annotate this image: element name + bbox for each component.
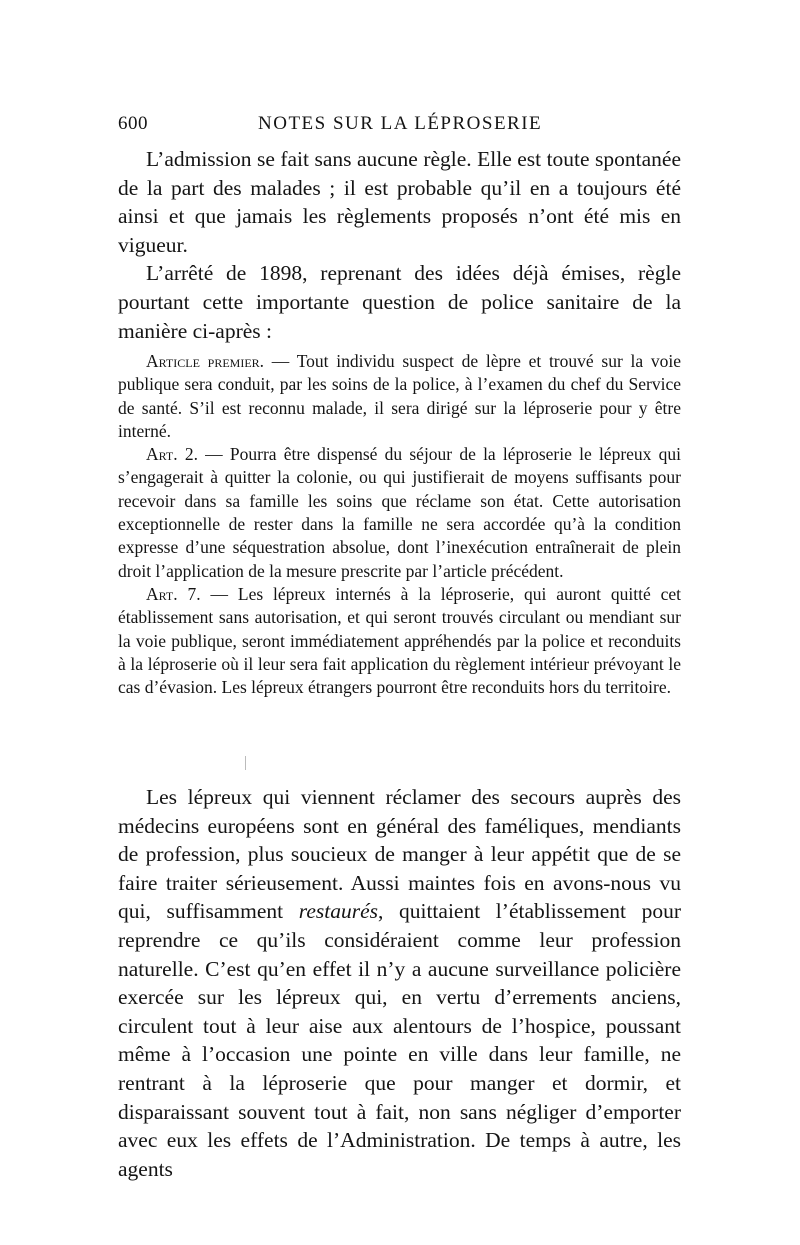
page-header [118, 113, 681, 139]
article-label: Article premier. [146, 351, 265, 371]
paragraph-lepreux [118, 783, 681, 1183]
section-divider [245, 756, 246, 770]
closing-text-part1: Les lépreux qui viennent réclamer des secours auprès des médecins européens sont en général des faméliques, mendiants de profession, plus soucieux de manger à leur appétit que de se faire traiter sérieusement. Aussi maintes fois en avons-nous vu qui, suffisamment [118, 785, 681, 924]
article-premier [118, 350, 681, 443]
intro-section [118, 145, 681, 345]
articles-section [118, 350, 681, 699]
paragraph-arrete: L’arrêté de 1898, reprenant des idées déjà émises, règle pourtant cette importante question de police sanitaire de la manière ci-après : [118, 261, 681, 343]
paragraph-admission: L’admission se fait sans aucune règle. Elle est toute spontanée de la part des malades ; il est probable qu’il en a toujours été ainsi et que jamais les règlements proposés n’ont été mis en vigueur. [118, 147, 681, 257]
article-text: — Les lépreux internés à la léproserie, qui auront quitté cet établissement sans autorisation, et qui seront trouvés circulant ou mendiant sur la voie publique, seront immédiatement appréhendés par la police et reconduits à la léproserie où il leur sera fait application du règlement intérieur prévoyant le cas d’évasion. Les lépreux étrangers pourront être reconduits hors du territoire. [118, 583, 681, 698]
article-label: Art. 2. [146, 444, 198, 465]
article-2 [118, 443, 681, 583]
article-text: — Pourra être dispensé du séjour de la léproserie le lépreux qui s’engagerait à quitter la colonie, ou qui justifierait de moyens suffisants pour recevoir dans sa famille les soins que réclame son état. Cette autorisation exceptionnelle de rester dans la famille ne sera accordée qu’à la condition expresse d’une séquestration absolue, dont l’inexécution entraînerait de plein droit l’application de la mesure prescrite par l’article précédent. [118, 444, 681, 581]
article-text: — Tout individu suspect de lèpre et trouvé sur la voie publique sera conduit, par les soins de la police, à l’examen du chef du Service de santé. S’il est reconnu malade, il sera dirigé sur la léproserie pour y être interné. [118, 351, 682, 441]
page-number: 600 [118, 113, 148, 134]
running-title: NOTES SUR LA LÉPROSERIE [258, 113, 543, 134]
closing-section [118, 783, 681, 1183]
closing-text-part2: , quittaient l’établissement pour reprendre ce qu’ils considéraient comme leur profession naturelle. C’est qu’en effet il n’y a aucune surveillance policière exercée sur les lépreux qui, en vertu d’errements anciens, circulent tout à leur aise aux alentours de l’hospice, poussant même à l’occasion une pointe en ville dans leur famille, ne rentrant à la léproserie que pour manger et dormir, et disparaissant souvent tout à fait, non sans négliger d’emporter avec eux les effets de l’Administration. De temps à autre, les agents [118, 899, 681, 1181]
article-label: Art. 7. [146, 583, 201, 604]
emphasis-restaures: restaurés [298, 899, 378, 924]
article-7 [118, 583, 681, 699]
